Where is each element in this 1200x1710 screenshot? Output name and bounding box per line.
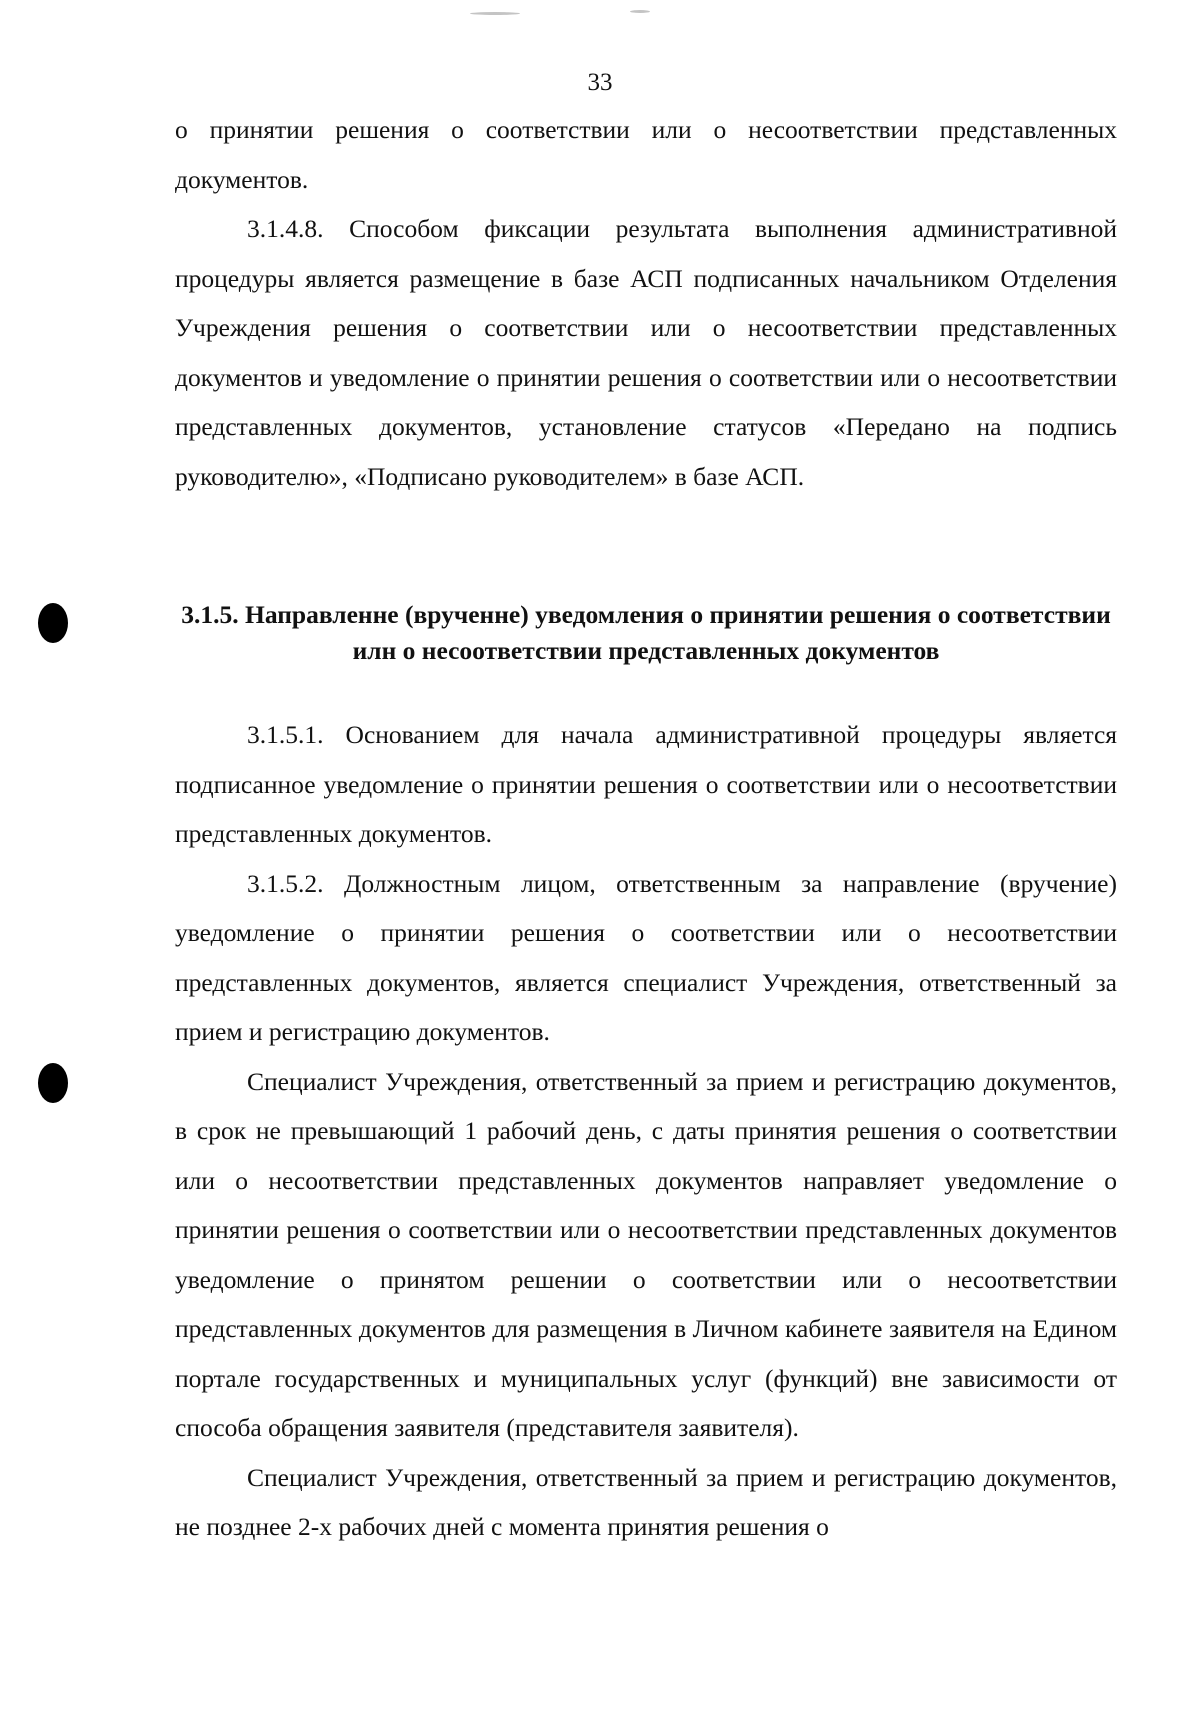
- paragraph: Специалист Учреждения, ответственный за прием и регистрацию документов, не позднее 2-х рабочих дней с момента принятия решения о: [175, 1462, 1117, 1541]
- page-number: 33: [587, 69, 613, 96]
- paragraph: Специалист Учреждения, ответственный за прием и регистрацию документов, в срок не превышающий 1 рабочий день, с даты принятия решения о соответствии или о несоответствии представленных документов направляет уведомление о принятии решения о соответствии или о несоответствии представленных документов уведомление о принятом решении о соответствии или о несоответствии представленных документов для размещения в Личном кабинете заявителя на Едином портале государственных и муниципальных услуг (функций) вне зависимости от способа обращения заявителя (представителя заявителя).: [175, 1066, 1117, 1442]
- text-block-bottom: [175, 710, 1117, 1552]
- paragraph: 3.1.5.1. Основанием для начала административной процедуры является подписанное уведомление о принятии решения о соответствии или о несоответствии представленных документов.: [175, 720, 1117, 848]
- punch-hole-mark: [38, 1063, 68, 1103]
- text-block-top: [175, 105, 1117, 501]
- paragraph: 3.1.5.2. Должностным лицом, ответственным за направление (вручение) уведомление о принятии решения о соответствии или о несоответствии представленных документов, является специалист Учреждения, ответственный за прием и регистрацию документов.: [175, 868, 1117, 1046]
- scan-noise: [470, 12, 520, 15]
- section-heading: 3.1.5. Направленне (врученне) уведомления о принятии решения о соответствии илн о несоответствии представленных документов: [181, 600, 1111, 665]
- scan-noise: [630, 10, 650, 13]
- punch-hole-mark: [38, 603, 68, 643]
- paragraph: о принятии решения о соответствии или о несоответствии представленных документов.: [175, 115, 1117, 194]
- paragraph: 3.1.4.8. Способом фиксации результата выполнения административной процедуры является размещение в базе АСП подписанных начальником Отделения Учреждения решения о соответствии или о несоответствии представленных документов и уведомление о принятии решения о соответствии или о несоответствии представленных документов, установление статусов «Передано на подпись руководителю», «Подписано руководителем» в базе АСП.: [175, 214, 1117, 491]
